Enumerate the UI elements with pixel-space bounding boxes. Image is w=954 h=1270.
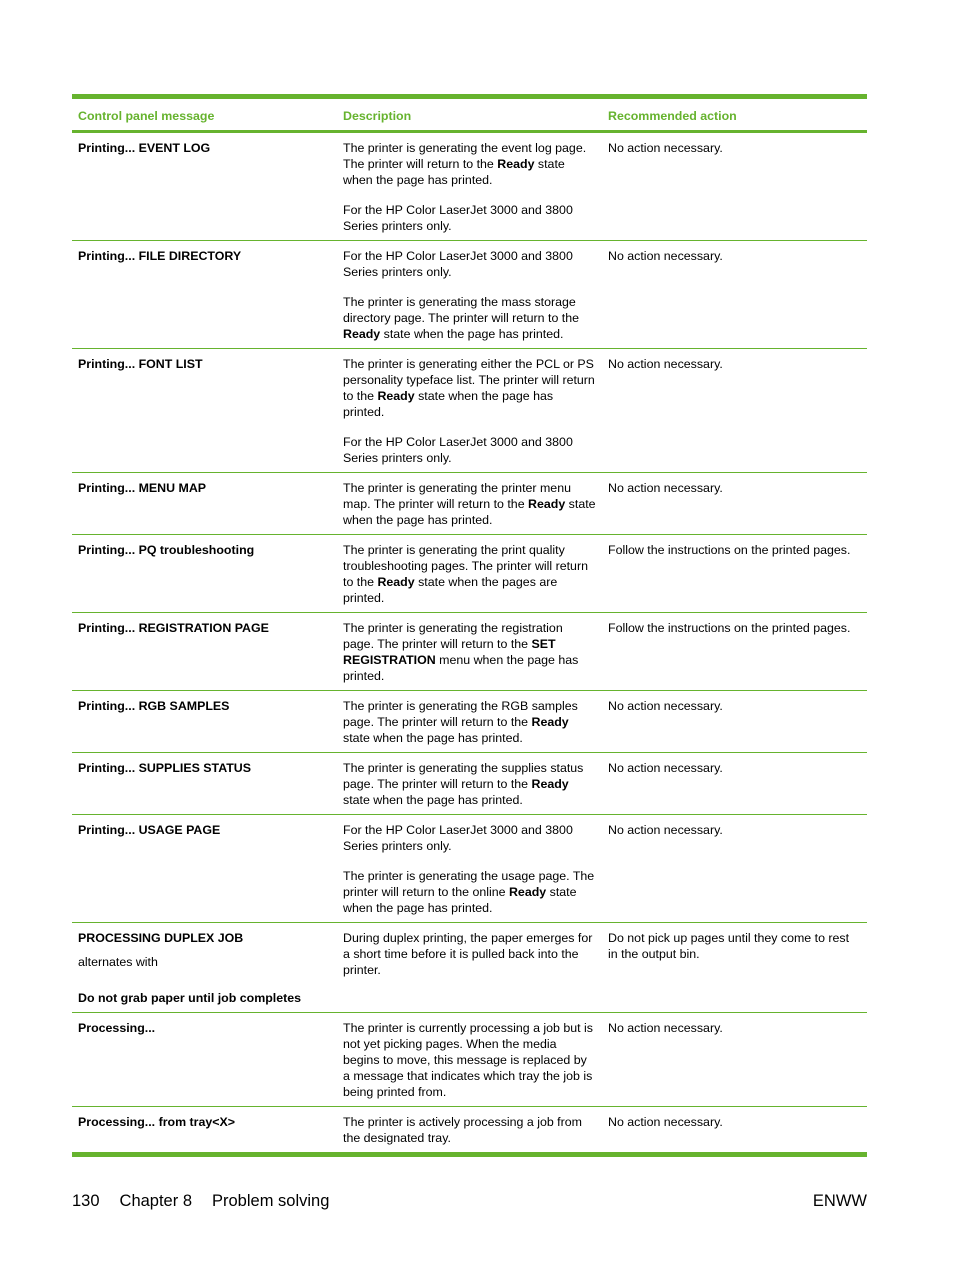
description-paragraph: For the HP Color LaserJet 3000 and 3800 Series printers only.	[343, 823, 573, 853]
header-description: Description	[343, 109, 412, 123]
header-recommended-action: Recommended action	[608, 109, 737, 123]
table-header-row	[72, 97, 867, 132]
message-cell: Printing... MENU MAP	[78, 481, 207, 495]
action-cell: Do not pick up pages until they come to rest in the output bin.	[608, 931, 850, 961]
message-cell: Printing... PQ troubleshooting	[78, 543, 255, 557]
description-paragraph: The printer is generating the printer menu map. The printer will return to the Ready state when the page has printed.	[343, 481, 596, 527]
action-cell: No action necessary.	[608, 761, 723, 775]
message-alternates: alternates with	[78, 955, 158, 969]
description-cell	[337, 1013, 602, 1107]
description-cell	[337, 535, 602, 613]
message-cell: Printing... EVENT LOG	[78, 141, 211, 155]
table-row	[72, 753, 867, 815]
description-cell	[337, 241, 602, 349]
table-row	[72, 815, 867, 923]
description-paragraph: The printer is actively processing a job from the designated tray.	[343, 1115, 582, 1145]
description-paragraph: The printer is generating the RGB samples page. The printer will return to the Ready state when the page has printed.	[343, 699, 578, 745]
description-cell	[337, 753, 602, 815]
table-row	[72, 923, 867, 1013]
description-paragraph: The printer is generating the event log page. The printer will return to the Ready state when the page has printed.	[343, 141, 587, 187]
action-cell: No action necessary.	[608, 481, 723, 495]
table-row	[72, 241, 867, 349]
description-cell	[337, 815, 602, 923]
description-cell	[337, 132, 602, 241]
action-cell: No action necessary.	[608, 823, 723, 837]
description-paragraph: The printer is generating the print quality troubleshooting pages. The printer will return to the Ready state when the pages are printed.	[343, 543, 588, 605]
table-row	[72, 535, 867, 613]
description-paragraph: For the HP Color LaserJet 3000 and 3800 Series printers only.	[343, 435, 573, 465]
description-paragraph: The printer is generating the mass storage directory page. The printer will return to the Ready state when the page has printed.	[343, 295, 579, 341]
message-primary: PROCESSING DUPLEX JOB	[78, 931, 244, 945]
description-paragraph: The printer is generating the registration page. The printer will return to the SET REGISTRATION menu when the page has printed.	[343, 621, 579, 683]
description-paragraph: For the HP Color LaserJet 3000 and 3800 Series printers only.	[343, 203, 573, 233]
page-footer-right: ENWW	[812, 1192, 867, 1210]
action-cell: No action necessary.	[608, 249, 723, 263]
message-cell: Printing... REGISTRATION PAGE	[78, 621, 269, 635]
description-cell	[337, 923, 602, 1013]
action-cell: No action necessary.	[608, 141, 723, 155]
message-cell	[72, 923, 337, 1013]
table-row	[72, 349, 867, 473]
section-title: Problem solving	[212, 1192, 330, 1210]
action-cell: No action necessary.	[608, 699, 723, 713]
description-cell	[337, 349, 602, 473]
message-cell: Processing...	[78, 1021, 156, 1035]
page-number: 130	[72, 1192, 100, 1210]
description-paragraph: During duplex printing, the paper emerges for a short time before it is pulled back into the printer.	[343, 931, 593, 977]
page-footer-left	[72, 1192, 329, 1211]
message-cell: Printing... USAGE PAGE	[78, 823, 221, 837]
message-cell: Processing... from tray<X>	[78, 1115, 236, 1129]
description-cell	[337, 613, 602, 691]
description-paragraph: The printer is generating the usage page. The printer will return to the online Ready state when the page has printed.	[343, 869, 595, 915]
table-row	[72, 473, 867, 535]
description-paragraph: The printer is generating the supplies status page. The printer will return to the Ready state when the page has printed.	[343, 761, 584, 807]
message-table	[72, 94, 867, 1157]
action-cell: No action necessary.	[608, 357, 723, 371]
message-cell: Printing... FILE DIRECTORY	[78, 249, 242, 263]
action-cell: Follow the instructions on the printed pages.	[608, 621, 851, 635]
description-cell	[337, 473, 602, 535]
action-cell: No action necessary.	[608, 1115, 723, 1129]
description-cell	[337, 691, 602, 753]
table-row	[72, 691, 867, 753]
table-row	[72, 1107, 867, 1155]
message-cell: Printing... SUPPLIES STATUS	[78, 761, 252, 775]
description-paragraph: For the HP Color LaserJet 3000 and 3800 Series printers only.	[343, 249, 573, 279]
description-cell	[337, 1107, 602, 1155]
message-secondary: Do not grab paper until job completes	[78, 991, 302, 1005]
action-cell: Follow the instructions on the printed pages.	[608, 543, 851, 557]
table-row	[72, 132, 867, 241]
table-row	[72, 613, 867, 691]
header-control-panel-message: Control panel message	[78, 109, 215, 123]
table-row	[72, 1013, 867, 1107]
chapter-label: Chapter 8	[119, 1192, 192, 1210]
message-cell: Printing... RGB SAMPLES	[78, 699, 230, 713]
description-paragraph: The printer is currently processing a job but is not yet picking pages. When the media begins to move, this message is replaced by a message that indicates which tray the job is being printed from.	[343, 1021, 593, 1099]
message-cell: Printing... FONT LIST	[78, 357, 203, 371]
description-paragraph: The printer is generating either the PCL or PS personality typeface list. The printer will return to the Ready state when the page has printed.	[343, 357, 595, 419]
action-cell: No action necessary.	[608, 1021, 723, 1035]
